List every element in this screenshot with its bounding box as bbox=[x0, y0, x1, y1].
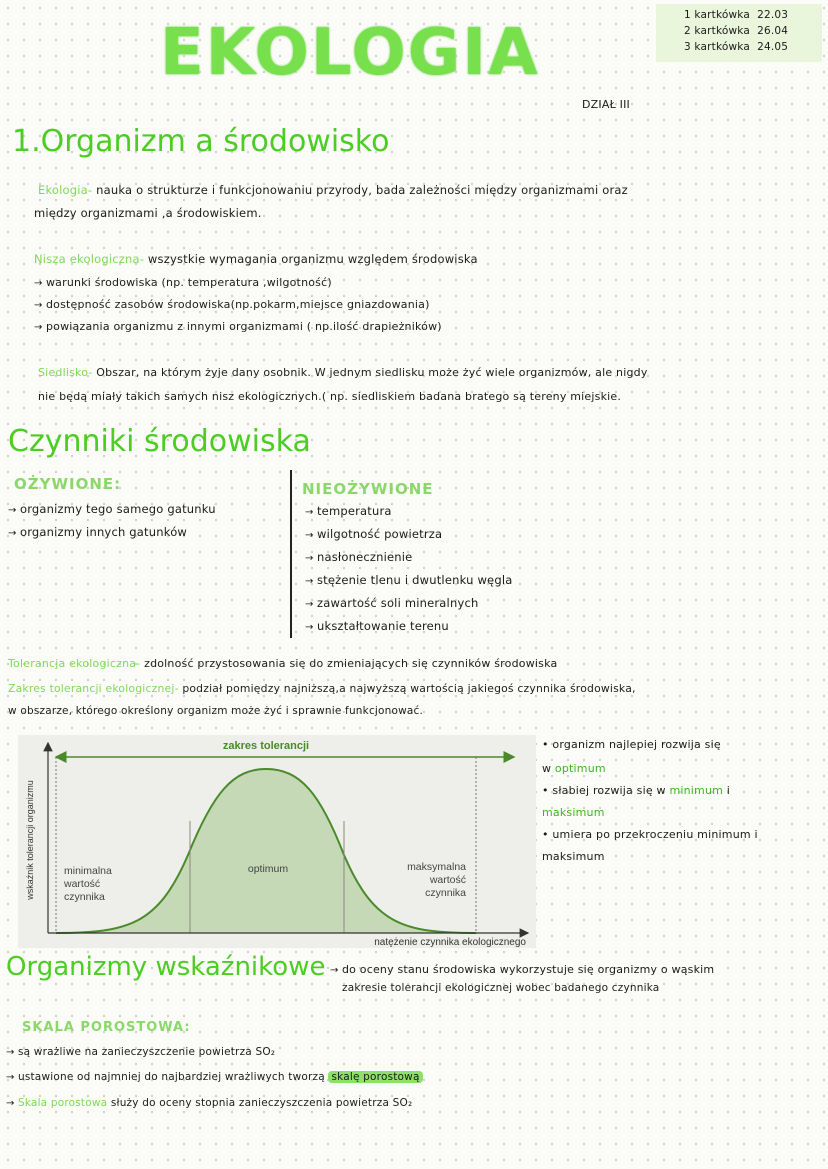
optimum-label: optimum bbox=[247, 863, 289, 875]
chart-note-3: • umiera po przekroczeniu minimum i bbox=[542, 828, 758, 841]
nisza-bullet-1: → warunki środowiska (np. temperatura ,wilgotność) bbox=[34, 276, 332, 289]
ozywione-title: OŻYWIONE: bbox=[14, 475, 122, 493]
ekologia-definition: Ekologia- nauka o strukturze i funkcjonowaniu przyrody, bada zależności między organizmami oraz bbox=[38, 183, 628, 197]
min-label-line-1: minimalna bbox=[64, 865, 112, 877]
skala-title: SKALA POROSTOWA: bbox=[22, 1020, 191, 1035]
ozywione-item-2: → organizmy innych gatunków bbox=[8, 525, 187, 539]
wskaznikowe-desc-cont: zakresie tolerancji ekologicznej wobec badanego czynnika bbox=[342, 982, 660, 994]
sticky-row-2: 2 kartkówka 26.04 bbox=[684, 25, 789, 37]
x-axis-label: natężenie czynnika ekologicznego bbox=[374, 937, 526, 948]
ozywione-item-1: → organizmy tego samego gatunku bbox=[8, 502, 216, 516]
range-label: zakres tolerancji bbox=[222, 740, 310, 752]
section-heading-3: Organizmy wskaźnikowe bbox=[6, 952, 326, 982]
wskaznikowe-desc: → do oceny stanu środowiska wykorzystuje się organizmy o wąskim bbox=[330, 963, 714, 976]
nieozywione-item-4: → stężenie tlenu i dwutlenku węgla bbox=[305, 573, 512, 587]
skala-bullet-2: → ustawione od najmniej do najbardziej wrażliwych tworzą skalę porostową bbox=[6, 1071, 423, 1083]
skala-bullet-1: → są wrażliwe na zanieczyszczenie powietrza SO₂ bbox=[6, 1046, 275, 1058]
nieozywione-item-6: → ukształtowanie terenu bbox=[305, 619, 449, 633]
chart-note-1-cont: w optimum bbox=[542, 762, 606, 775]
sticky-note bbox=[656, 4, 822, 62]
min-label-line-3: czynnika bbox=[64, 891, 105, 903]
chart-note-3-cont: maksimum bbox=[542, 850, 605, 863]
max-label-line-2: wartość bbox=[429, 874, 466, 886]
sticky-row-1: 1 kartkówka 22.03 bbox=[684, 9, 789, 21]
nieozywione-title: NIEOŻYWIONE bbox=[302, 480, 434, 498]
ekologia-definition-cont: między organizmami ,a środowiskiem. bbox=[34, 206, 262, 220]
nieozywione-item-1: → temperatura bbox=[305, 504, 392, 518]
page-title: EKOLOGIA bbox=[160, 16, 540, 90]
siedlisko-definition: Siedlisko- Obszar, na którym żyje dany osobnik. W jednym siedlisku może żyć wiele organizmów, ale nigdy bbox=[38, 366, 648, 379]
sticky-row-3: 3 kartkówka 24.05 bbox=[684, 41, 789, 53]
nisza-bullet-2: → dostępność zasobów środowiska(np.pokarm,miejsce gniazdowania) bbox=[34, 298, 430, 311]
nieozywione-item-2: → wilgotność powietrza bbox=[305, 527, 442, 541]
nieozywione-item-5: → zawartość soli mineralnych bbox=[305, 596, 478, 610]
nisza-bullet-3: → powiązania organizmu z innymi organizmami ( np.ilość drapieżników) bbox=[34, 320, 442, 333]
y-axis-label: wskaźnik tolerancji organizmu bbox=[25, 780, 35, 900]
max-label-line-3: czynnika bbox=[425, 887, 466, 899]
tolerance-area bbox=[56, 769, 476, 933]
max-label-line-1: maksymalna bbox=[407, 861, 466, 873]
chart-note-2-cont: maksimum bbox=[542, 806, 605, 819]
nieozywione-item-3: → nasłonecznienie bbox=[305, 550, 412, 564]
section-label: DZIAŁ III bbox=[582, 98, 630, 111]
column-divider bbox=[290, 470, 292, 638]
nisza-definition: Nisza ekologiczna- wszystkie wymagania organizmu względem środowiska bbox=[34, 252, 478, 266]
skala-highlight: skalę porostową bbox=[328, 1071, 422, 1083]
siedlisko-definition-cont: nie będą miały takich samych nisz ekologicznych.( np. siedliskiem badana bratego są tereny miejskie. bbox=[38, 390, 622, 403]
skala-bullet-3: → Skala porostowa służy do oceny stopnia zanieczyszczenia powietrza SO₂ bbox=[6, 1097, 412, 1109]
min-label-line-2: wartość bbox=[64, 878, 101, 890]
tolerance-chart bbox=[18, 735, 536, 948]
tolerancja-definition: Tolerancja ekologiczna- zdolność przystosowania się do zmieniających się czynników środowiska bbox=[8, 657, 558, 670]
tolerance-chart-svg bbox=[18, 735, 536, 948]
zakres-definition-cont: w obszarze, którego określony organizm może żyć i sprawnie funkcjonować. bbox=[8, 705, 424, 717]
section-heading-1: 1.Organizm a środowisko bbox=[12, 124, 390, 159]
chart-note-1: • organizm najlepiej rozwija się bbox=[542, 738, 721, 751]
zakres-definition: Zakres tolerancji ekologicznej- podział pomiędzy najniższą,a najwyższą wartością jakiegoś czynnika środowiska, bbox=[8, 682, 636, 695]
chart-note-2: • słabiej rozwija się w minimum i bbox=[542, 784, 731, 797]
section-heading-2: Czynniki środowiska bbox=[8, 424, 311, 459]
